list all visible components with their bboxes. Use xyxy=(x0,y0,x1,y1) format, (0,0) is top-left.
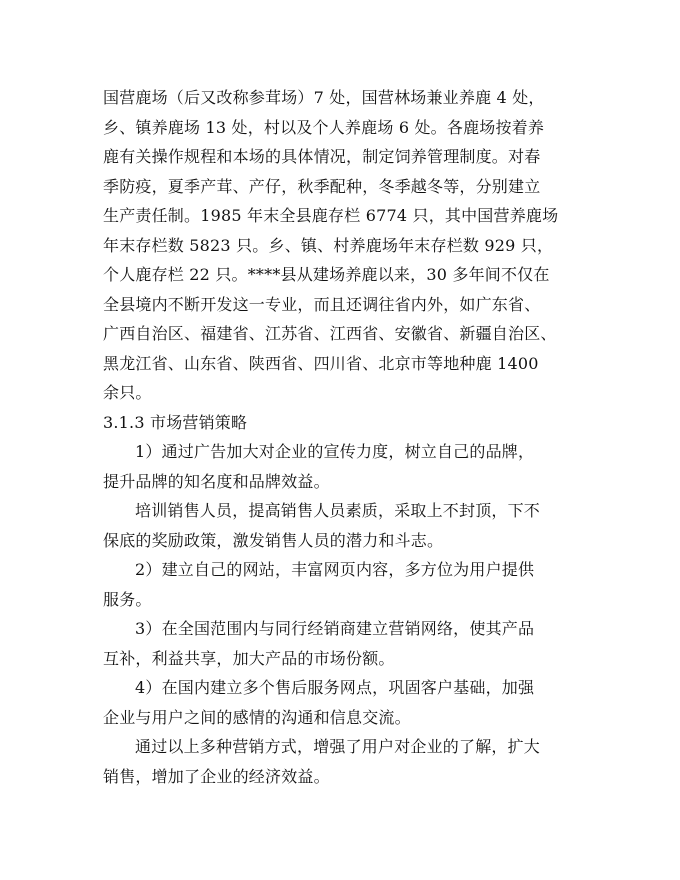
text-line: 余只。 xyxy=(103,383,152,402)
paragraph-training: 培训销售人员，提高销售人员素质，采取上不封顶，下不 xyxy=(135,501,541,520)
section-heading: 3.1.3 市场营销策略 xyxy=(103,412,248,432)
text-line: 服务。 xyxy=(103,589,152,609)
text-line: 销售，增加了企业的经济效益。 xyxy=(103,766,330,786)
text-line: 广西自治区、福建省、江苏省、江西省、安徽省、新疆自治区、 xyxy=(103,324,557,343)
list-item-1: 1）通过广告加大对企业的宣传力度，树立自己的品牌， xyxy=(135,442,535,461)
text-line: 黑龙江省、山东省、陕西省、四川省、北京市等地种鹿 1400 xyxy=(103,353,539,373)
paragraph-summary: 通过以上多种营销方式，增强了用户对企业的了解，扩大 xyxy=(135,737,541,756)
text-line: 乡、镇养鹿场 13 处，村以及个人养鹿场 6 处。各鹿场按着养 xyxy=(103,117,545,137)
text-line: 鹿有关操作规程和本场的具体情况，制定饲养管理制度。对春 xyxy=(103,147,541,166)
text-line: 互补，利益共享，加大产品的市场份额。 xyxy=(103,648,395,668)
text-line: 全县境内不断开发这一专业，而且还调往省内外，如广东省、 xyxy=(103,294,541,314)
list-item-4: 4）在国内建立多个售后服务网点，巩固客户基础，加强 xyxy=(135,678,535,697)
text-line: 保底的奖励政策，激发销售人员的潜力和斗志。 xyxy=(103,530,444,550)
list-item-2: 2）建立自己的网站，丰富网页内容，多方位为用户提供 xyxy=(135,560,535,579)
text-line: 提升品牌的知名度和品牌效益。 xyxy=(103,471,330,491)
document-page xyxy=(103,83,603,791)
text-line: 生产责任制。1985 年末全县鹿存栏 6774 只，其中国营养鹿场 xyxy=(103,206,559,225)
text-line: 年末存栏数 5823 只。乡、镇、村养鹿场年末存栏数 929 只， xyxy=(103,235,554,255)
text-line: 企业与用户之间的感情的沟通和信息交流。 xyxy=(103,707,411,727)
list-item-3: 3）在全国范围内与同行经销商建立营销网络，使其产品 xyxy=(135,619,535,638)
text-line: 季防疫，夏季产茸、产仔，秋季配种，冬季越冬等，分别建立 xyxy=(103,176,541,196)
text-line: 个人鹿存栏 22 只。****县从建场养鹿以来，30 多年间不仅在 xyxy=(103,265,550,284)
text-line: 国营鹿场（后又改称参茸场）7 处，国营林场兼业养鹿 4 处， xyxy=(103,88,545,107)
